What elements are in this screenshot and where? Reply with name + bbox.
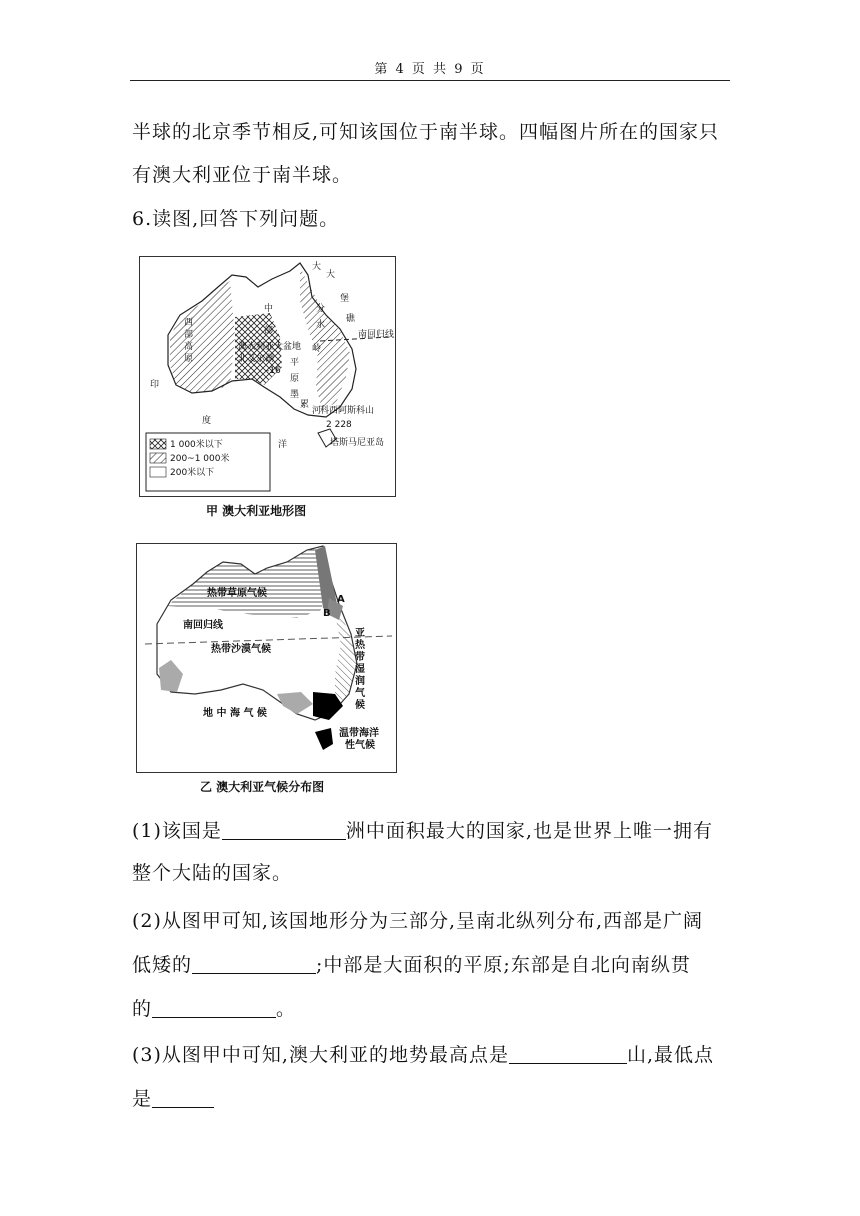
label-a: A	[337, 594, 345, 605]
map-legend	[146, 433, 270, 491]
label-gdr-2: 分	[316, 304, 326, 314]
label-lake-value: -16	[266, 366, 281, 376]
q3-text-b-pre: 是	[132, 1088, 153, 1110]
label-humid-4: 湿	[355, 664, 365, 675]
label-oceanic-2: 性气候	[345, 740, 375, 751]
label-savanna: 热带草原气候	[207, 588, 267, 599]
topographic-map	[139, 256, 396, 497]
q3-text-a-pre: (3)从图甲中可知,澳大利亚的地势最高点是	[132, 1044, 509, 1066]
q2-text-b-post: ;中部是大面积的平原;东部是自北向南纵贯	[316, 954, 691, 976]
label-ocean-1: 印	[150, 380, 160, 390]
text-line-2: 有澳大利亚位于南半球。	[132, 164, 353, 186]
label-b: B	[323, 608, 331, 619]
label-west-1: 西	[184, 318, 194, 328]
climate-map	[136, 543, 397, 773]
label-humid-2: 热	[355, 640, 365, 651]
q2-line-1: (2)从图甲可知,该国地形分为三部分,呈南北纵列分布,西部是广阔	[132, 910, 704, 932]
label-humid-6: 气	[355, 688, 365, 699]
q1-text-b: 洲中面积最大的国家,也是世界上唯一拥有	[345, 820, 713, 842]
q1-answer-blank[interactable]	[222, 821, 346, 840]
page-header: 第 4 页 共 9 页	[374, 62, 486, 77]
label-humid-5: 润	[355, 676, 365, 687]
label-ocean-2: 度	[202, 416, 212, 426]
q2-line-3	[132, 994, 296, 1021]
q2-text-c-post: 。	[276, 998, 297, 1020]
label-reef-2: 堡	[340, 294, 350, 304]
text-line-1: 半球的北京季节相反,可知该国位于南半球。四幅图片所在的国家只	[132, 121, 720, 143]
label-kosciuszko: 科西阿斯科山	[320, 406, 375, 416]
figure1-caption: 甲 澳大利亚地形图	[206, 504, 307, 518]
label-river-1: 墨	[290, 390, 300, 400]
topographic-map-svg	[140, 257, 395, 496]
west-plateau	[170, 281, 235, 393]
label-kosciuszko-value: 2 228	[326, 420, 352, 430]
label-oceanic-1: 温带海洋	[339, 728, 379, 739]
q1-line-1	[132, 816, 713, 843]
label-gdr-1: 大	[312, 262, 322, 272]
label-west-2: 部	[184, 330, 194, 340]
label-tropic-2: 南回归线	[183, 620, 223, 631]
label-lake: 北艾尔湖	[238, 354, 275, 364]
q3-line-2	[132, 1084, 214, 1111]
figure2-caption: 乙 澳大利亚气候分布图	[200, 780, 325, 794]
label-mid-3: 平	[290, 358, 300, 368]
label-gdr-3: 水	[316, 320, 326, 330]
climate-map-svg	[137, 544, 396, 772]
climate-tasmania	[315, 728, 333, 750]
q1-line-2: 整个大陆的国家。	[132, 862, 293, 884]
label-west-4: 原	[184, 354, 194, 364]
header-rule	[130, 80, 730, 81]
label-mid-4: 原	[290, 374, 300, 384]
label-desert: 热带沙漠气候	[211, 644, 271, 655]
label-tropic: 南回归线	[358, 330, 395, 340]
label-reef-3: 礁	[346, 314, 356, 324]
q3-text-a-post: 山,最低点	[626, 1044, 715, 1066]
label-mid-1: 中	[264, 304, 274, 314]
label-ocean-3: 洋	[278, 440, 288, 450]
q3-answer-blank-2[interactable]	[152, 1089, 214, 1108]
legend-item-1: 1 000米以下	[170, 440, 223, 450]
q1-text-a: (1)该国是	[132, 820, 222, 842]
label-reef-1: 大	[326, 270, 336, 280]
label-humid-7: 候	[355, 700, 365, 711]
q2-text-c-pre: 的	[132, 998, 153, 1020]
question-title: 6.读图,回答下列问题。	[132, 208, 340, 230]
q2-answer-blank-1[interactable]	[192, 955, 316, 974]
label-humid-1: 亚	[355, 628, 365, 639]
q2-line-2	[132, 950, 691, 977]
q3-answer-blank-1[interactable]	[509, 1045, 627, 1064]
label-tasmania: 塔斯马尼亚岛	[330, 438, 385, 448]
label-river-3: 河	[312, 406, 322, 416]
label-river-2: 累	[300, 400, 310, 410]
label-mediterranean: 地 中 海 气 候	[203, 708, 267, 719]
q2-text-b-pre: 低矮的	[132, 954, 193, 976]
label-mid-2: 部	[264, 326, 274, 336]
label-humid-3: 带	[355, 652, 365, 663]
label-gdr-4: 岭	[312, 344, 322, 354]
q3-line-1	[132, 1040, 714, 1067]
legend-item-2: 200~1 000米	[170, 454, 230, 464]
q2-answer-blank-2[interactable]	[152, 999, 276, 1018]
label-basin: 澳大利亚大盆地	[238, 342, 302, 352]
label-west-3: 高	[184, 342, 194, 352]
legend-item-3: 200米以下	[170, 468, 215, 478]
